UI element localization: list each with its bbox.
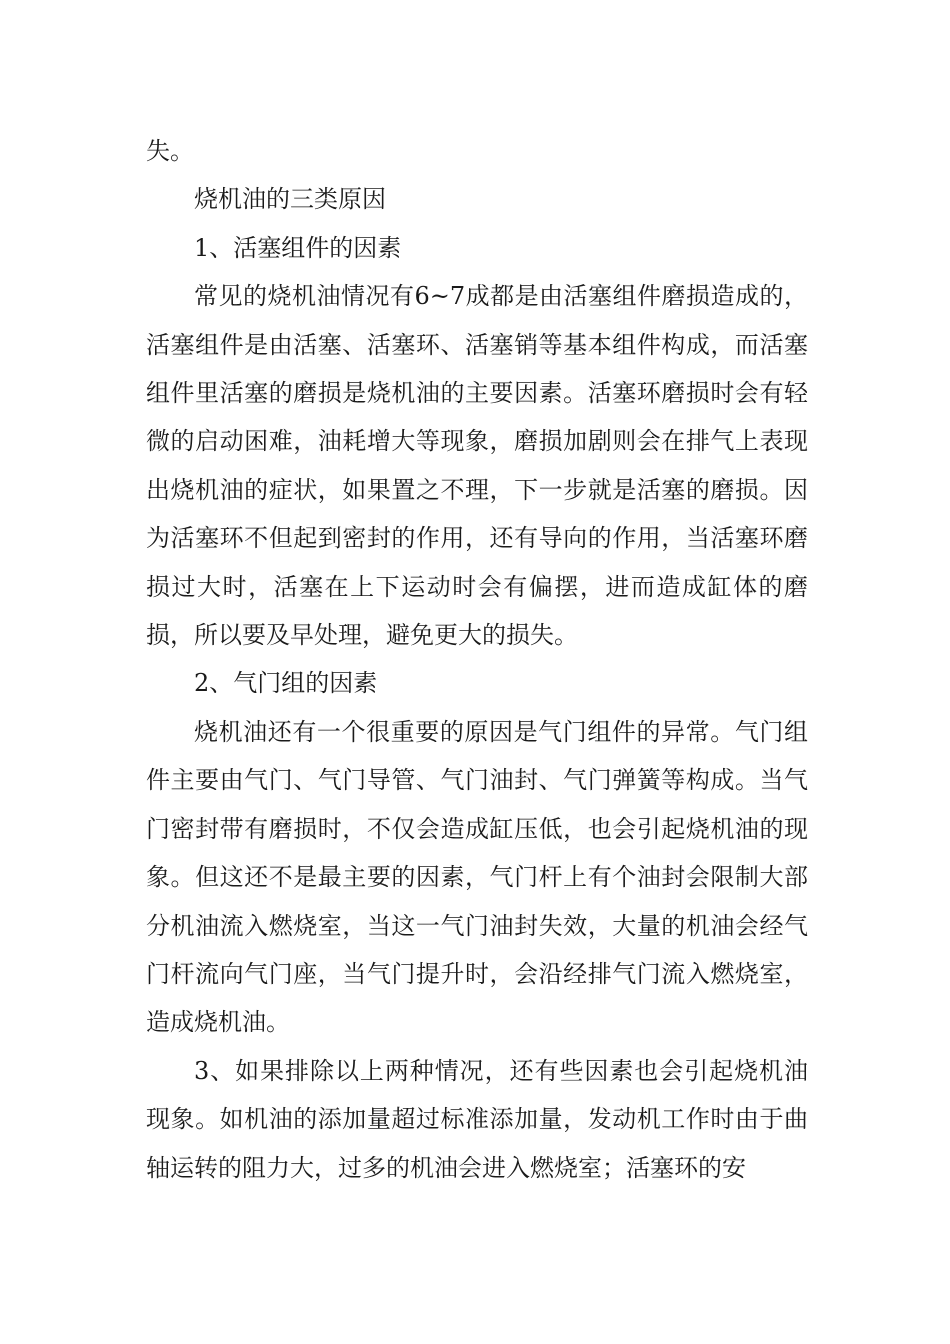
- section-title: 烧机油的三类原因: [194, 185, 386, 214]
- paragraph-piston: 常见的烧机油情况有6~7成都是由活塞组件磨损造成的，活塞组件是由活塞、活塞环、活塞销等基本组件构成，而活塞组件里活塞的磨损是烧机油的主要因素。活塞环磨损时会有轻微的启动困难，油耗增大等现象，磨损加剧则会在排气上表现出烧机油的症状，如果置之不理，下一步就是活塞的磨损。因为活塞环不但起到密封的作用，还有导向的作用，当活塞环磨损过大时，活塞在上下运动时会有偏摆，进而造成缸体的磨损，所以要及早处理，避免更大的损失。: [146, 282, 808, 650]
- subheading-valve: 2、气门组的因素: [194, 669, 378, 698]
- continuation-text: 失。: [146, 137, 194, 165]
- subheading-piston: 1、活塞组件的因素: [194, 233, 402, 262]
- paragraph-valve: 烧机油还有一个很重要的原因是气门组件的异常。气门组件主要由气门、气门导管、气门油封、气门弹簧等构成。当气门密封带有磨损时，不仅会造成缸压低，也会引起烧机油的现象。但这还不是最主要的因素，气门杆上有个油封会限制大部分机油流入燃烧室，当这一气门油封失效，大量的机油会经气门杆流向气门座，当气门提升时，会沿经排气门流入燃烧室，造成烧机油。: [146, 717, 808, 1037]
- paragraph-other-causes: 3、如果排除以上两种情况，还有些因素也会引起烧机油现象。如机油的添加量超过标准添加量，发动机工作时由于曲轴运转的阻力大，过多的机油会进入燃烧室；活塞环的安: [146, 1056, 808, 1182]
- document-body: [146, 127, 808, 1192]
